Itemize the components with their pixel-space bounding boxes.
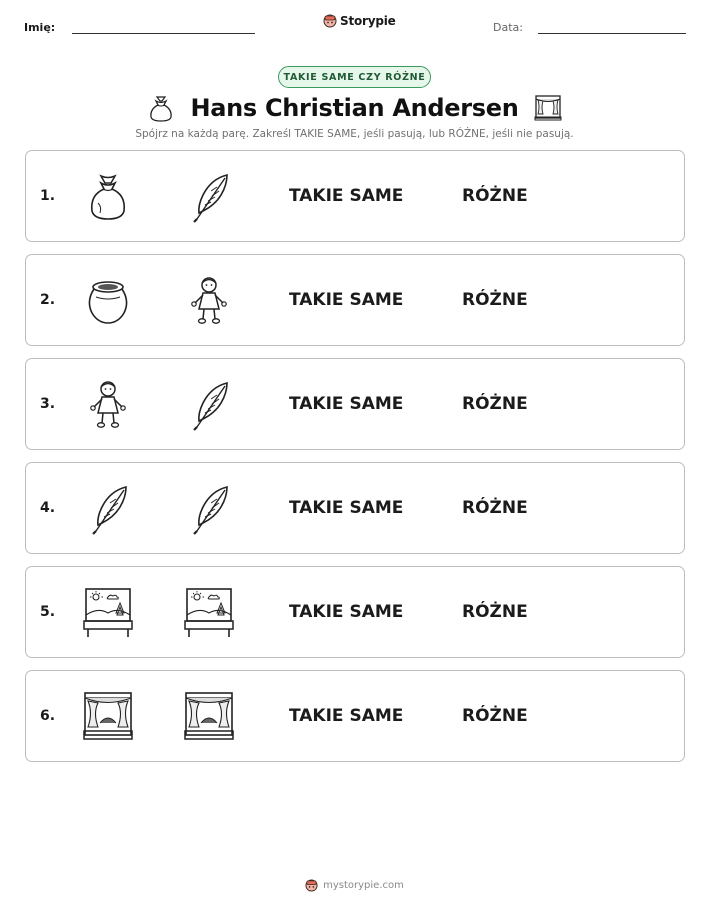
option-different[interactable]: RÓŻNE xyxy=(462,706,528,726)
storypie-mascot-icon xyxy=(305,878,318,893)
question-card xyxy=(25,254,685,346)
option-different[interactable]: RÓŻNE xyxy=(462,498,528,518)
question-card xyxy=(25,150,685,242)
question-number: 5. xyxy=(40,604,56,620)
name-field-line[interactable] xyxy=(72,33,255,34)
feather-icon xyxy=(181,169,237,225)
option-different[interactable]: RÓŻNE xyxy=(462,602,528,622)
feather-icon xyxy=(181,377,237,433)
stage-curtain-icon xyxy=(181,689,237,745)
question-number: 2. xyxy=(40,292,56,308)
window-landscape-icon xyxy=(181,585,237,641)
date-label: Data: xyxy=(493,21,523,34)
question-number: 3. xyxy=(40,396,56,412)
question-card xyxy=(25,462,685,554)
sack-icon xyxy=(80,169,136,225)
question-card xyxy=(25,670,685,762)
question-number: 4. xyxy=(40,500,56,516)
option-same[interactable]: TAKIE SAME xyxy=(289,186,404,206)
date-field-line[interactable] xyxy=(538,33,686,34)
question-card xyxy=(25,566,685,658)
option-same[interactable]: TAKIE SAME xyxy=(289,706,404,726)
question-number: 6. xyxy=(40,708,56,724)
option-same[interactable]: TAKIE SAME xyxy=(289,290,404,310)
option-same[interactable]: TAKIE SAME xyxy=(289,498,404,518)
pot-icon xyxy=(80,273,136,329)
worksheet-type-badge: TAKIE SAME CZY RÓŻNE xyxy=(278,66,431,88)
doll-icon xyxy=(181,273,237,329)
name-label: Imię: xyxy=(24,21,56,34)
brand-logo xyxy=(323,13,396,29)
option-different[interactable]: RÓŻNE xyxy=(462,394,528,414)
option-same[interactable]: TAKIE SAME xyxy=(289,394,404,414)
page-title: Hans Christian Andersen xyxy=(190,94,519,122)
question-card xyxy=(25,358,685,450)
instructions: Spójrz na każdą parę. Zakreśl TAKIE SAME, jeśli pasują, lub RÓŻNE, jeśli nie pasują. xyxy=(135,128,574,140)
window-landscape-icon xyxy=(80,585,136,641)
option-different[interactable]: RÓŻNE xyxy=(462,290,528,310)
feather-icon xyxy=(181,481,237,537)
option-same[interactable]: TAKIE SAME xyxy=(289,602,404,622)
footer xyxy=(0,878,709,893)
footer-url: mystorypie.com xyxy=(323,880,404,891)
stage-curtain-icon xyxy=(533,93,563,123)
brand-name: Storypie xyxy=(340,14,396,28)
title-row xyxy=(0,90,709,126)
doll-icon xyxy=(80,377,136,433)
feather-icon xyxy=(80,481,136,537)
stage-curtain-icon xyxy=(80,689,136,745)
option-different[interactable]: RÓŻNE xyxy=(462,186,528,206)
storypie-mascot-icon xyxy=(323,13,337,29)
sack-icon xyxy=(146,93,176,123)
question-number: 1. xyxy=(40,188,56,204)
